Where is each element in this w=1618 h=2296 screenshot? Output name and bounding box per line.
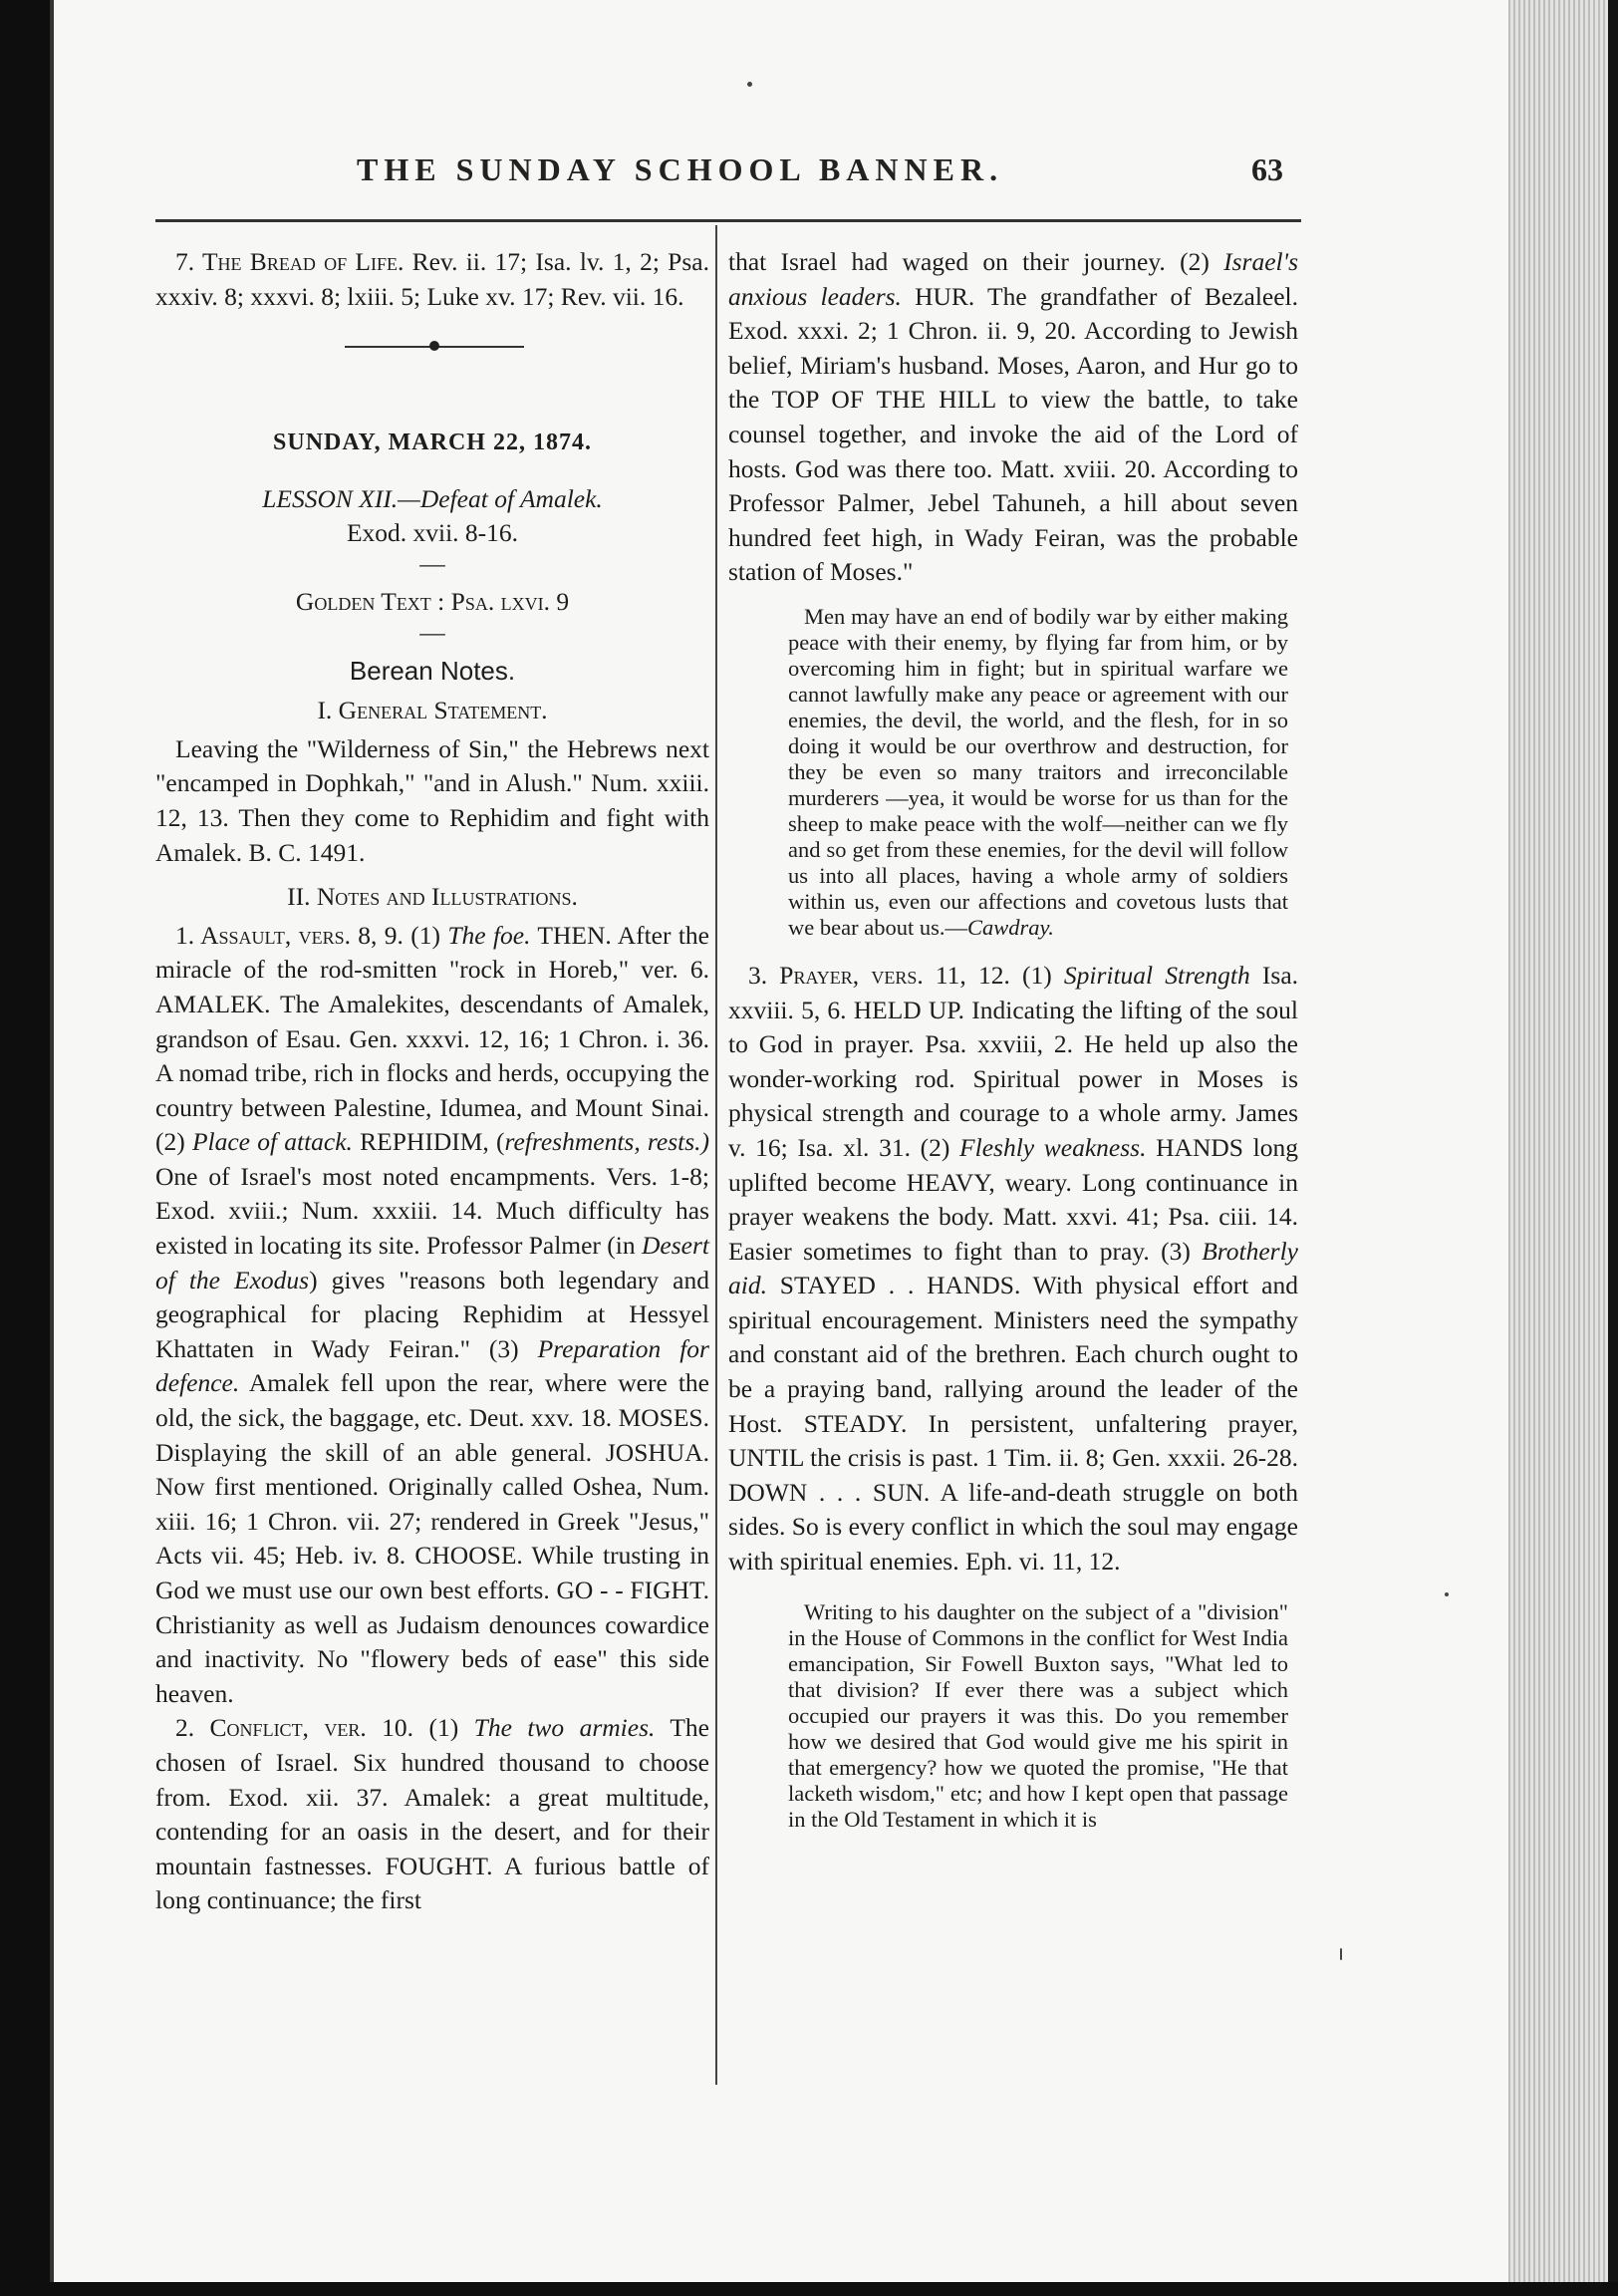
left-column (155, 245, 709, 1918)
running-title: THE SUNDAY SCHOOL BANNER. (357, 151, 1004, 187)
ink-speck (747, 82, 752, 87)
header-rule (155, 219, 1301, 222)
italic-phrase: Place of attack. (191, 1127, 353, 1157)
bottom-shadow (0, 2282, 1618, 2296)
section-ornament (155, 314, 709, 374)
paragraph-lead: 1. Assault, vers. 8, 9. (1) (175, 920, 448, 950)
ink-speck (1445, 1592, 1449, 1596)
paragraph-text: One of Israel's most noted encampments. Vers. 1-8; Exod. xviii.; Num. xxxiii. 14. Much difficulty has existed in locating its site. Professor Palmer (in (155, 1161, 709, 1261)
right-column (728, 245, 1298, 1851)
ornament-dot (429, 341, 439, 351)
entry-refs: Rev. ii. 17; Isa. lv. 1, 2; Psa. xxxiv. 8; xxxvi. 8; lxiii. 5; Luke xv. 17; Rev. vii. 16. (155, 247, 709, 311)
ink-speck (1340, 1948, 1342, 1960)
golden-text: Golden Text : Psa. lxvi. 9 (295, 586, 570, 616)
page-number: 63 (1251, 151, 1283, 187)
paragraph-text: Amalek fell upon the rear, where were the old, the sick, the baggage, etc. Deut. xxv. 18. MOSES. Displaying the skill of an able general. JOSHUA. Now first mentioned. Originally called Oshea, Num. xiii. 16; 1 Chron. vii. 27; rendered in Greek "Jesus," Acts vii. 45; Heb. iv. 8. CHOOSE. While trusting in God we must use our own best efforts. GO - - FIGHT. Christianity as well as Judaism denounces cowardice and inactivity. No "flowery beds of ease" this side heaven. (155, 1368, 709, 1708)
paragraph-text: HANDS long uplifted become HEAVY, weary. Long continuance in prayer weakens the body. Matt. xxvi. 41; Psa. ciii. 14. Easier sometimes to fight than to pray. (3) (728, 1132, 1298, 1266)
notes-illustrations-heading: II. Notes and Illustrations. (287, 882, 578, 912)
divider-dash: — (419, 548, 445, 578)
paragraph-lead: 3. Prayer, vers. 11, 12. (1) (748, 960, 1064, 990)
paragraph-text: REPHIDIM, ( (352, 1127, 505, 1157)
italic-phrase: Preparation for defence. (155, 1333, 709, 1398)
italic-phrase: Fleshly weakness. (959, 1132, 1147, 1162)
general-statement-text: Leaving the "Wilderness of Sin," the Hebrews next "encamped in Dophkah," "and in Alush." Num. xxiii. 12, 13. Then they come to Rephidim and fight with Amalek. B. C. 1491. (155, 733, 709, 867)
bread-of-life-entry (155, 245, 709, 314)
italic-phrase: refreshments, rests.) (504, 1127, 710, 1157)
quotation-text: Men may have an end of bodily war by either making peace with their enemy, by flying far from him, or by overcoming him in fight; but in spiritual warfare we cannot lawfully make any peace or agreement with our enemies, the devil, the world, and the flesh, for in so doing it would be our overthrow and destruction, for they be even so many traitors and irreconcilable murderers —yea, it would be worse for us than for the sheep to make peace with the wolf—neither can we fly and so get from these enemies, for the devil will follow us into all places, having a whole army of soldiers within us, even our affections and covetous lusts that we bear about us.— (788, 603, 1288, 940)
lesson-scripture: Exod. xvii. 8-16. (346, 518, 519, 548)
continuation-paragraph (728, 245, 1298, 590)
paragraph-text: THEN. After the miracle of the rod-smitten "rock in Horeb," ver. 6. AMALEK. The Amalekites, descendants of Amalek, grandson of Esau. Gen. xxxvi. 12, 16; 1 Chron. i. 36. A nomad tribe, rich in flocks and herds, occupying the country between Palestine, Idumea, and Mount Sinai. (2) (155, 920, 709, 1157)
paragraph-text: ) gives "reasons both legendary and geographical for placing Rephidim at Hessyel Khattaten in Wady Feiran." (3) (155, 1265, 709, 1363)
italic-phrase: The foe. (447, 920, 531, 950)
paragraph-lead: 2. Conflict, ver. 10. (1) (175, 1713, 474, 1743)
cawdray-quotation (788, 604, 1288, 941)
italic-phrase: Spiritual Strength (1063, 960, 1250, 990)
divider-dash: — (419, 617, 445, 647)
lesson-date: SUNDAY, MARCH 22, 1874. (273, 430, 592, 456)
italic-phrase: Brotherly aid. (728, 1236, 1298, 1300)
entry-label: 7. The Bread of Life. (175, 247, 404, 276)
paragraph-text: Isa. xxviii. 5, 6. HELD UP. Indicating the lifting of the soul to God in prayer. Psa. xxviii, 2. He held up also the wonder-working rod. Spiritual power in Moses is physical strength and courage to a whole army. James v. 16; Isa. xl. 31. (2) (728, 960, 1299, 1162)
italic-phrase: Desert of the Exodus (155, 1231, 709, 1294)
paragraph-text: that Israel had waged on their journey. (2) (728, 247, 1224, 276)
general-statement-heading: I. General Statement. (317, 696, 548, 725)
prayer-paragraph (728, 959, 1298, 1579)
quotation-author: Cawdray. (966, 914, 1054, 940)
assault-paragraph (155, 919, 709, 1712)
column-rule (715, 225, 717, 2085)
paragraph-text: The chosen of Israel. Six hundred thousand to choose from. Exod. xii. 37. Amalek: a great multitude, contending for an oasis in the desert, and for their mountain fastnesses. FOUGHT. A furious battle of long continuance; the first (155, 1713, 710, 1915)
paragraph-text: HUR. The grandfather of Bezaleel. Exod. xxxi. 2; 1 Chron. ii. 9, 20. According to Jewish belief, Miriam's husband. Moses, Aaron, and Hur go to the TOP OF THE HILL to view the battle, to take counsel together, and invoke the aid of the Lord of hosts. God was there too. Matt. xviii. 20. According to Professor Palmer, Jebel Tahuneh, a hill about seven hundred feet high, in Wady Feiran, was the probable station of Moses." (728, 281, 1299, 587)
italic-phrase: Israel's anxious leaders. (728, 247, 1298, 311)
conflict-paragraph (155, 1711, 709, 1918)
buxton-quotation: Writing to his daughter on the subject of a "division" in the House of Commons in the conflict for West India emancipation, Sir Fowell Buxton says, "What led to that division? If ever there was a subject which occupied our prayers it was this. Do you remember how we desired that God would give me his spirit in that emergency? how we quoted the promise, "He that lacketh wisdom," etc; and how I kept open that passage in the Old Testament in which it is (788, 1598, 1288, 1832)
left-binding-shadow (0, 0, 54, 2296)
paragraph-text: STAYED . . HANDS. With physical effort and spiritual encouragement. Ministers need the sympathy and constant aid of the brethren. Each church ought to be a praying band, rallying around the leader of the Host. STEADY. In persistent, unfaltering prayer, UNTIL the crisis is past. 1 Tim. ii. 8; Gen. xxxii. 26-28. DOWN . . . SUN. A life-and-death struggle on both sides. So is every conflict in which the soul may engage with spiritual enemies. Eph. vi. 11, 12. (728, 1271, 1298, 1577)
page-stack-edge (1508, 0, 1608, 2282)
italic-phrase: The two armies. (473, 1713, 656, 1743)
lesson-title: LESSON XII.—Defeat of Amalek. (262, 483, 603, 513)
page-header (305, 151, 1301, 201)
berean-notes-heading: Berean Notes. (349, 655, 516, 686)
